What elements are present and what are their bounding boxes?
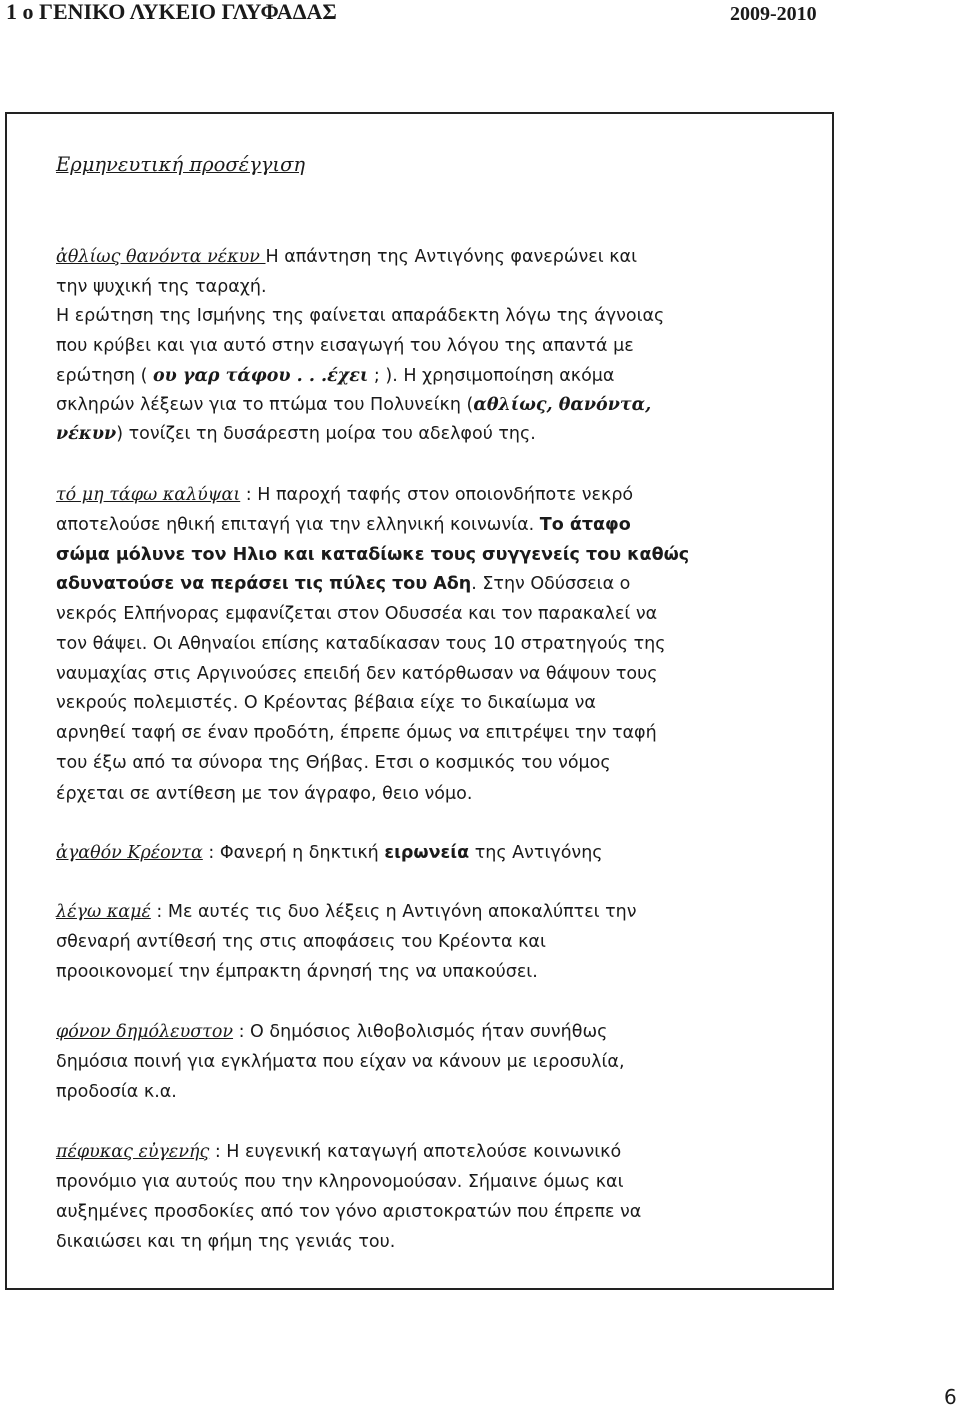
paragraph-1-line-5 [56,361,614,391]
paragraph-1-text: ) τονίζει τη δυσάρεστη μοίρα του αδελφού της. [116,424,536,444]
paragraph-2-line-10: του έξω από τα σύνορα της Θήβας. Ετσι ο κοσμικός του νόμος [56,753,611,773]
term-pefykas-evgenis: πέφυκας εὐγενής [56,1142,210,1162]
paragraph-5-line-1 [56,1017,607,1047]
term-agathon-kreonta: ἀγαθόν Κρέοντα [56,843,203,863]
paragraph-1-line-2: την ψυχική της ταραχή. [56,277,267,297]
paragraph-4-text: : Με αυτές τις δυο λέξεις η Αντιγόνη αποκαλύπτει την [150,902,637,922]
paragraph-3-text: της Αντιγόνης [469,843,603,863]
paragraph-2-line-11: έρχεται σε αντίθεση με τον άγραφο, θειο νόμο. [56,784,473,804]
paragraph-1-line-6 [56,390,651,420]
paragraph-2-text: . Στην Οδύσσεια ο [471,574,631,594]
page-number: 6 [944,1385,957,1409]
term-athlios-thanonta-nekyn: ἀθλίως θανόντα νέκυν [56,247,266,267]
paragraph-2-text: αποτελούσε ηθική επιταγή για την ελληνική κοινωνία. [56,515,540,535]
term-fonon-dimolefston: φόνον δημόλευστον [56,1022,234,1042]
school-header: 1 ο ΓΕΝΙΚΟ ΛΥΚΕΙΟ ΓΛΥΦΑΔΑΣ [6,0,337,24]
term-lego-kame: λέγω καμέ [56,902,151,922]
paragraph-1-text: ερώτηση ( [56,366,153,386]
quote-ou-gar-tafou: ου γαρ τάφου . . .έχει [153,366,369,386]
paragraph-2-line-2 [56,510,631,540]
paragraph-2-bold: Το άταφο [539,515,631,535]
paragraph-2-line-3: σώμα μόλυνε τον Ηλιο και καταδίωκε τους συγγενείς του καθώς [56,545,690,565]
term-to-mi-tafo-kalypsai: τό μη τάφω καλύψαι [56,485,241,505]
paragraph-6-line-3: αυξημένες προσδοκίες από τον γόνο αριστοκρατών που έπρεπε να [56,1202,642,1222]
paragraph-1-text: Η απάντηση της Αντιγόνης φανερώνει και [265,247,637,267]
paragraph-1-text: ; ). Η χρησιμοποίηση ακόμα [368,366,615,386]
paragraph-2-line-5: νεκρός Ελπήνορας εμφανίζεται στον Οδυσσέα και τον παρακαλεί να [56,604,658,624]
paragraph-3-text: : Φανερή η δηκτική [202,843,385,863]
paragraph-4-line-1 [56,897,637,927]
paragraph-1-line-7 [56,419,536,449]
paragraph-2-line-6: τον θάψει. Οι Αθηναίοι επίσης καταδίκασαν τους 10 στρατηγούς της [56,634,666,654]
paragraph-2-line-4 [56,569,630,599]
paragraph-2-text: : Η παροχή ταφής στον οποιονδήποτε νεκρό [240,485,634,505]
paragraph-5-line-3: προδοσία κ.α. [56,1082,177,1102]
paragraph-6-line-4: δικαιώσει και τη φήμη της γενιάς του. [56,1232,396,1252]
paragraph-6-line-1 [56,1137,621,1167]
paragraph-2-line-1 [56,480,633,510]
paragraph-1-text: σκληρών λέξεων για το πτώμα του Πολυνείκη ( [56,395,474,415]
paragraph-1-line-4: που κρύβει και για αυτό στην εισαγωγή του λόγου της απαντά με [56,336,634,356]
paragraph-1-line-3: Η ερώτηση της Ισμήνης της φαίνεται απαράδεκτη λόγω της άγνοιας [56,306,665,326]
paragraph-4-line-2: σθεναρή αντίθεσή της στις αποφάσεις του Κρέοντα και [56,932,546,952]
paragraph-2-bold: αδυνατούσε να περάσει τις πύλες του Αδη [56,574,472,594]
paragraph-5-line-2: δημόσια ποινή για εγκλήματα που είχαν να κάνουν με ιεροσυλία, [56,1052,625,1072]
paragraph-6-text: : Η ευγενική καταγωγή αποτελούσε κοινωνικό [209,1142,622,1162]
quote-nekyn: νέκυν [56,424,117,444]
paragraph-3-line-1 [56,838,603,868]
school-year: 2009-2010 [730,3,817,25]
paragraph-1-line-1 [56,242,637,272]
paragraph-4-line-3: προοικονομεί την έμπρακτη άρνησή της να υπακούσει. [56,962,538,982]
quote-harsh-words: αθλίως, θανόντα, [473,395,652,415]
paragraph-5-text: : Ο δημόσιος λιθοβολισμός ήταν συνήθως [233,1022,608,1042]
paragraph-3-bold: ειρωνεία [384,843,470,863]
paragraph-2-line-7: ναυμαχίας στις Αργινούσες επειδή δεν κατόρθωσαν να θάψουν τους [56,664,658,684]
paragraph-2-line-8: νεκρούς πολεμιστές. Ο Κρέοντας βέβαια είχε το δικαίωμα να [56,693,596,713]
paragraph-2-line-9: αρνηθεί ταφή σε έναν προδότη, έπρεπε όμως να επιτρέψει την ταφή [56,723,657,743]
section-heading: Ερμηνευτική προσέγγιση [56,153,306,176]
paragraph-6-line-2: προνόμιο για αυτούς που την κληρονομούσαν. Σήμαινε όμως και [56,1172,624,1192]
